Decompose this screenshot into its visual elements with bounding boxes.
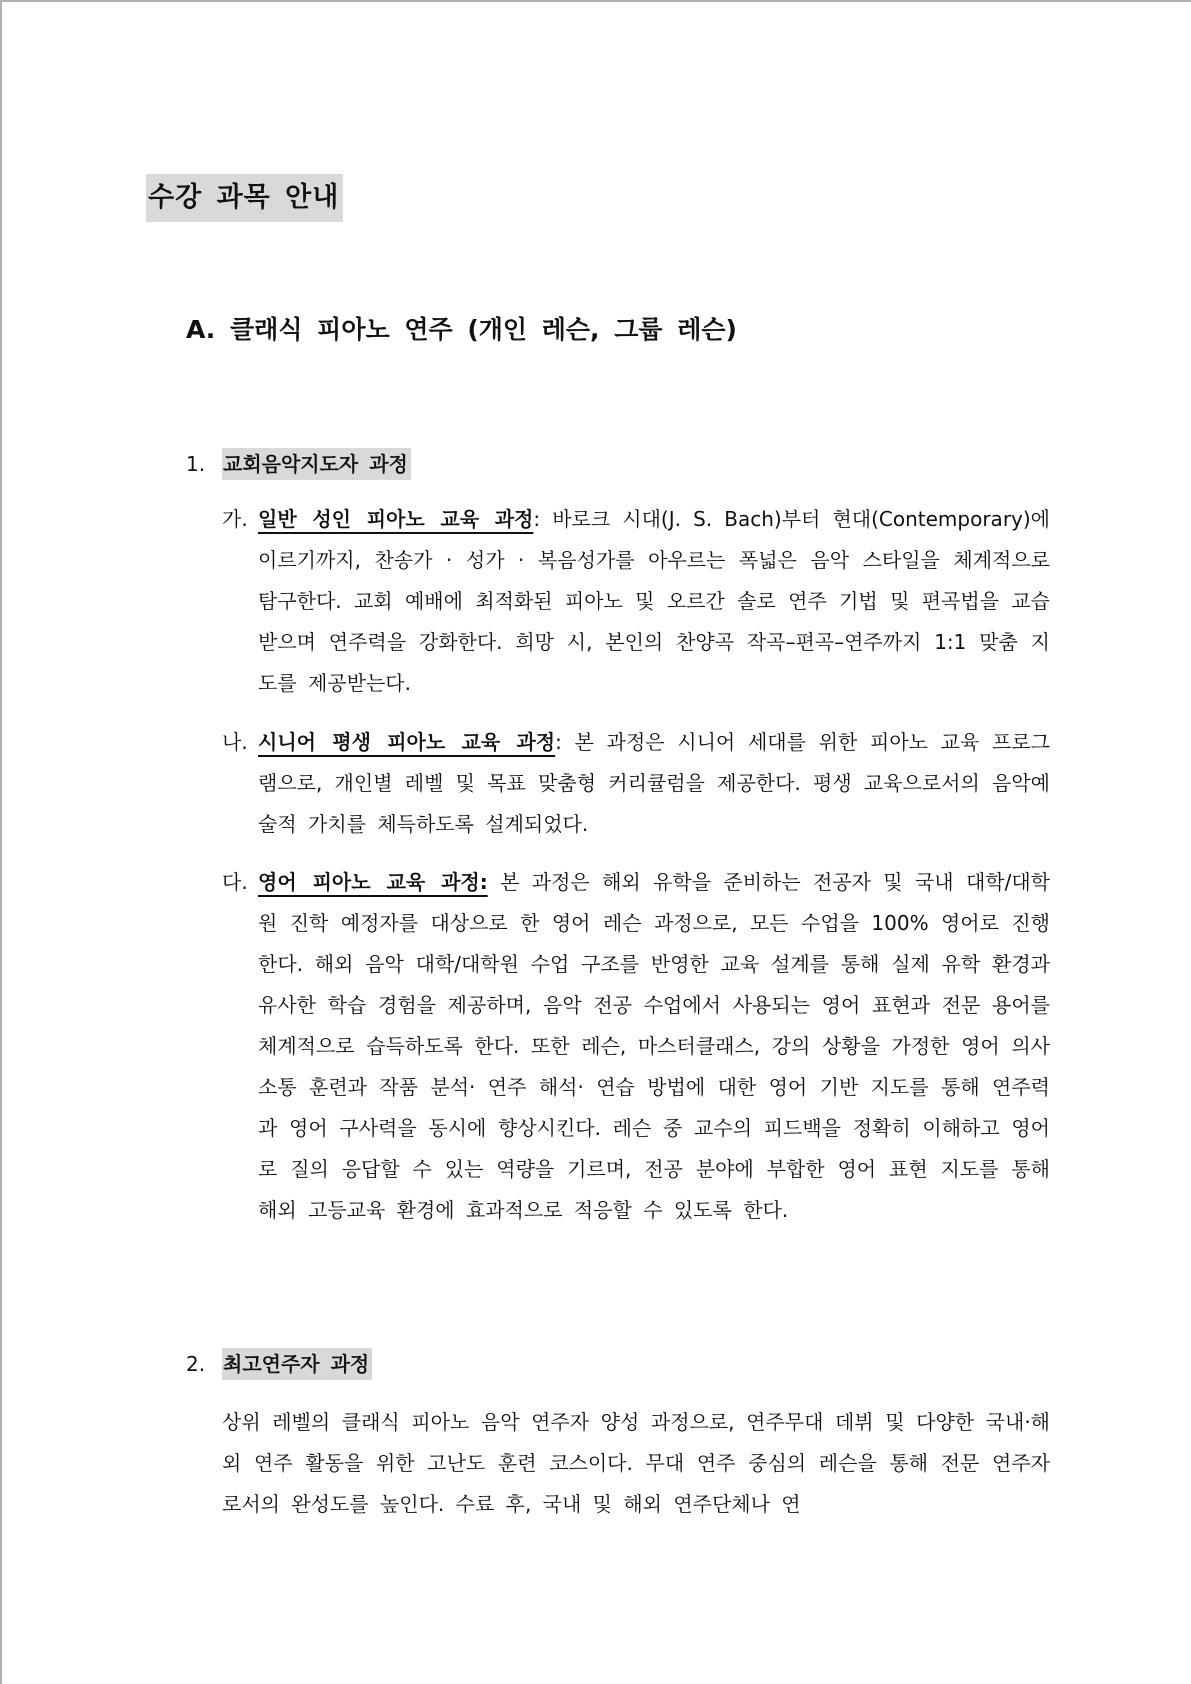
course-number: 2.	[186, 1352, 206, 1376]
course-title: 최고연주자 과정	[222, 1348, 372, 1380]
course-number: 1.	[186, 452, 206, 476]
course-heading-2	[186, 1346, 372, 1382]
document-title: 수강 과목 안내	[146, 174, 343, 222]
course-item-ga	[222, 499, 1050, 704]
course-title: 교회음악지도자 과정	[222, 448, 411, 480]
item-label: 영어 피아노 교육 과정:	[258, 870, 488, 894]
item-label: 일반 성인 피아노 교육 과정	[258, 507, 534, 531]
course-2-paragraph: 상위 레벨의 클래식 피아노 음악 연주자 양성 과정으로, 연주무대 데뷔 및 다양한 국내·해외 연주 활동을 위한 고난도 훈련 코스이다. 무대 연주 중심의 레슨을 통해 전문 연주자로서의 완성도를 높인다. 수료 후, 국내 및 해외 연주단체나 연	[222, 1410, 1050, 1516]
item-body	[258, 499, 1050, 704]
item-separator: :	[555, 730, 562, 754]
item-text: 바로크 시대(J. S. Bach)부터 현대(Contemporary)에 이르기까지, 찬송가 · 성가 · 복음성가를 아우르는 폭넓은 음악 스타일을 체계적으로 탐구한다. 교회 예배에 최적화된 피아노 및 오르간 솔로 연주 기법 및 편곡법을 교습 받으며 연주력을 강화한다. 희망 시, 본인의 찬양곡 작곡–편곡–연주까지 1:1 맞춤 지도를 제공받는다.	[258, 507, 1050, 695]
course-heading-1	[186, 446, 411, 482]
item-text: 본 과정은 시니어 세대를 위한 피아노 교육 프로그램으로, 개인별 레벨 및 목표 맞춤형 커리큘럼을 제공한다. 평생 교육으로서의 음악예술적 가치를 체득하도록 설계되었다.	[258, 730, 1050, 836]
section-heading-a: A. 클래식 피아노 연주 (개인 레슨, 그룹 레슨)	[186, 315, 737, 344]
item-body	[258, 722, 1050, 845]
item-body	[258, 862, 1050, 1231]
item-label: 시니어 평생 피아노 교육 과정	[258, 730, 556, 754]
course-item-da	[222, 862, 1050, 1231]
item-marker: 나.	[222, 730, 248, 754]
item-separator: :	[533, 507, 541, 531]
course-item-na	[222, 722, 1050, 845]
item-marker: 가.	[222, 507, 248, 531]
item-marker: 다.	[222, 870, 248, 894]
item-text: 본 과정은 해외 유학을 준비하는 전공자 및 국내 대학/대학원 진학 예정자를 대상으로 한 영어 레슨 과정으로, 모든 수업을 100% 영어로 진행한다. 해외 음악 대학/대학원 수업 구조를 반영한 교육 설계를 통해 실제 유학 환경과 유사한 학습 경험을 제공하며, 음악 전공 수업에서 사용되는 영어 표현과 전문 용어를 체계적으로 습득하도록 한다. 또한 레슨, 마스터클래스, 강의 상황을 가정한 영어 의사소통 훈련과 작품 분석· 연주 해석· 연습 방법에 대한 영어 기반 지도를 통해 연주력과 영어 구사력을 동시에 향상시킨다. 레슨 중 교수의 피드백을 정확히 이해하고 영어로 질의 응답할 수 있는 역량을 기르며, 전공 분야에 부합한 영어 표현 지도를 통해 해외 고등교육 환경에 효과적으로 적응할 수 있도록 한다.	[258, 870, 1050, 1222]
